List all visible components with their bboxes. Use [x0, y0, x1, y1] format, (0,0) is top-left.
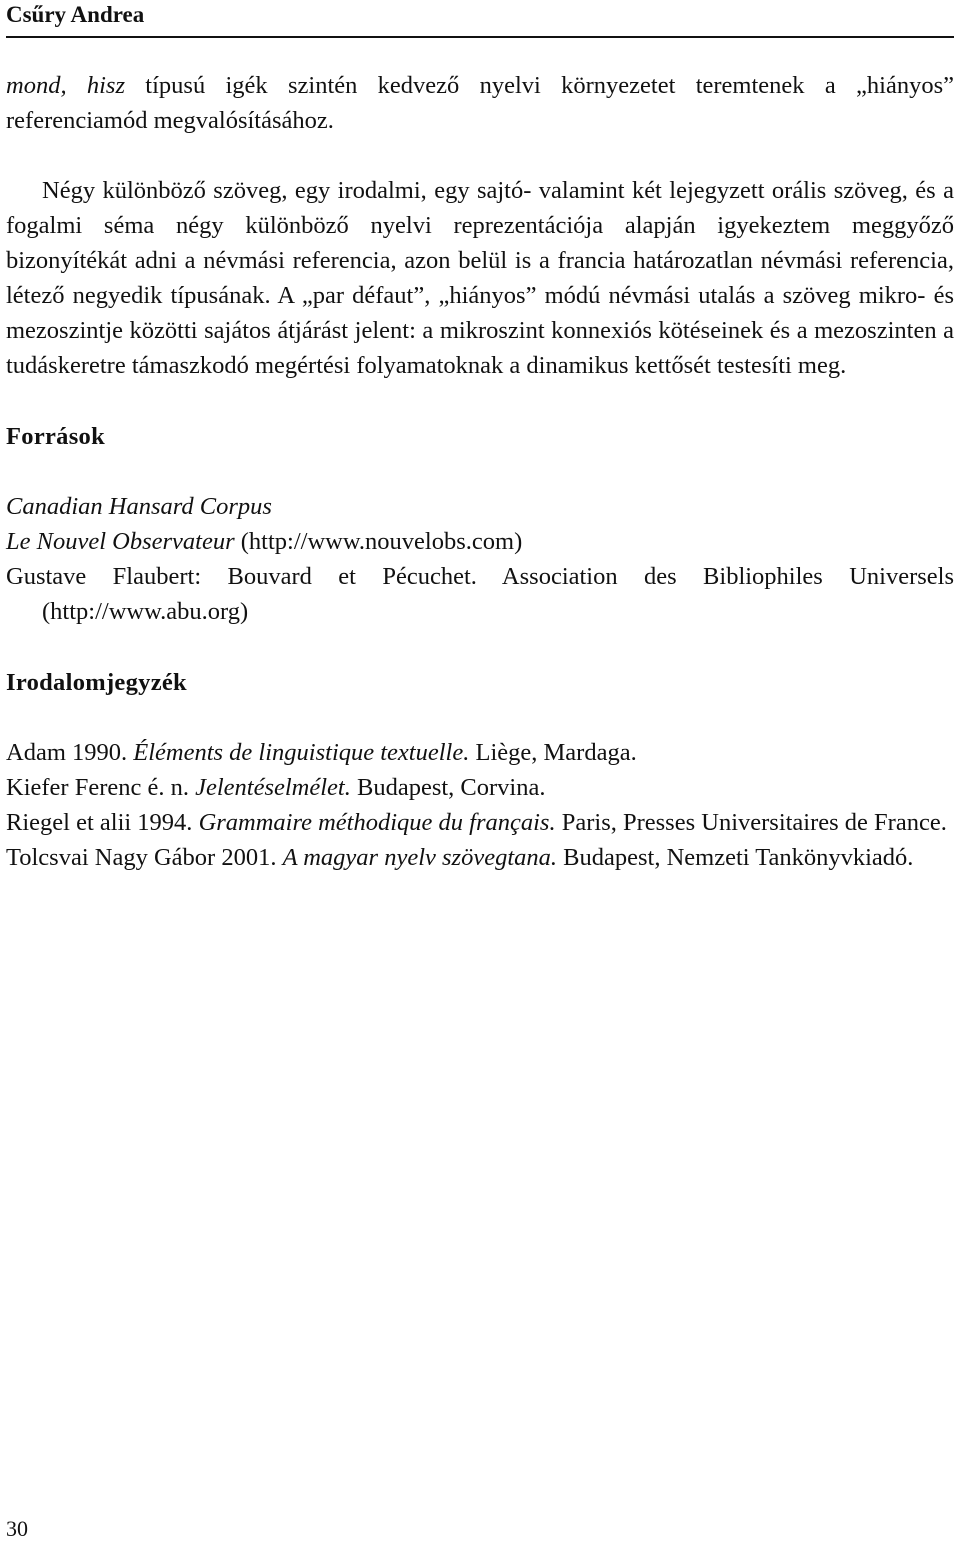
intro-italic-words: mond, hisz [6, 72, 125, 99]
bib-title: Grammaire méthodique du français. [198, 809, 556, 836]
bib-publisher: Paris, Presses Universitaires de France. [555, 809, 947, 836]
bibliography-item [6, 805, 954, 840]
page-content [6, 68, 954, 875]
intro-paragraph [6, 68, 954, 138]
page-number: 30 [6, 1516, 28, 1541]
source-url: (http://www.nouvelobs.com) [234, 528, 523, 555]
bib-publisher: Budapest, Nemzeti Tankönyvkiadó. [557, 844, 914, 871]
main-paragraph: Négy különböző szöveg, egy irodalmi, egy sajtó- valamint két lejegyzett orális szöveg, és a fogalmi séma négy különböző nyelvi reprezentációja alapján igyekeztem meggyőző bizonyítékát adni a névmási referencia, azon belül is a francia határozatlan névmási referencia, létező negyedik típusának. A „par défaut”, „hiányos” módú névmási utalás a szöveg mikro- és mezoszintje közötti sajátos átjárást jelent: a mikroszint konnexiós kötéseinek és a mezoszinten a tudáskeretre támaszkodó megértési folyamatoknak a dinamikus kettősét testesíti meg. [6, 177, 954, 379]
bib-author-year: Kiefer Ferenc é. n. [6, 774, 196, 801]
bib-author-year: Riegel et alii 1994. [6, 809, 199, 836]
bibliography-item [6, 735, 954, 770]
bibliography-item [6, 770, 954, 805]
intro-text: típusú igék szintén kedvező nyelvi környezetet teremtenek a „hiányos” referenciamód megvalósításához. [6, 72, 954, 134]
bibliography-item [6, 840, 954, 875]
source-item [6, 489, 954, 524]
bib-author-year: Tolcsvai Nagy Gábor 2001. [6, 844, 283, 871]
bib-title: Éléments de linguistique textuelle. [133, 739, 470, 766]
sources-list [6, 489, 954, 629]
bib-author-year: Adam 1990. [6, 739, 134, 766]
bib-title: A magyar nyelv szövegtana. [282, 844, 558, 871]
source-item [6, 524, 954, 559]
bib-title: Jelentéselmélet. [195, 774, 351, 801]
bib-publisher: Liège, Mardaga. [469, 739, 637, 766]
source-title: Canadian Hansard Corpus [6, 493, 272, 520]
bib-publisher: Budapest, Corvina. [350, 774, 546, 801]
source-title: Le Nouvel Observateur [6, 528, 235, 555]
sources-heading: Források [6, 423, 106, 450]
bibliography-heading: Irodalomjegyzék [6, 669, 187, 696]
running-header [6, 0, 954, 38]
bibliography-list [6, 735, 954, 875]
source-item: Gustave Flaubert: Bouvard et Pécuchet. Association des Bibliophiles Universels (http://www.abu.org) [6, 563, 954, 625]
header-author: Csűry Andrea [6, 2, 145, 27]
